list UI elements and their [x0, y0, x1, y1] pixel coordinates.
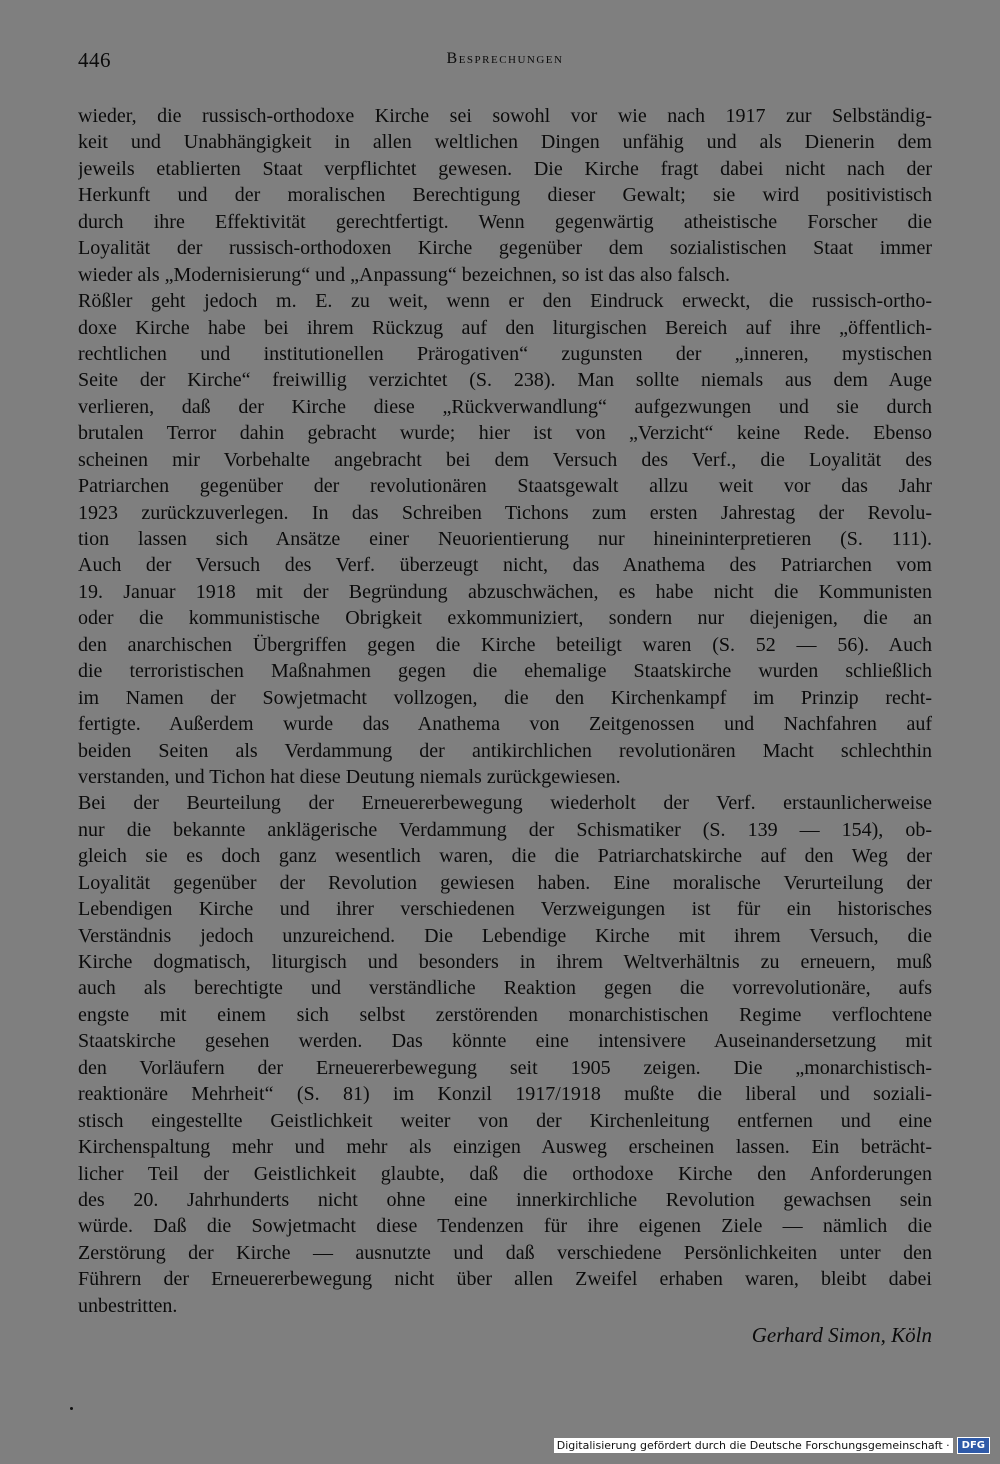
text-line: Lebendigen Kirche und ihrer verschiedenen Verzweigungen ist für ein historisches [78, 898, 932, 921]
text-line: tion lassen sich Ansätze einer Neuorientierung nur hineininterpretieren (S. 111). [78, 528, 932, 550]
text-line: Staatskirche gesehen werden. Das könnte eine intensivere Auseinandersetzung mit [78, 1030, 932, 1053]
text-line: die terroristischen Maßnahmen gegen die ehemalige Staatskirche wurden schließlich [78, 660, 932, 683]
text-line: stisch eingestellte Geistlichkeit weiter von der Kirchenleitung entfernen und eine [78, 1109, 932, 1132]
page-number: 446 [78, 48, 111, 72]
running-head: Besprechungen [446, 50, 564, 67]
text-line: nur die bekannte anklägerische Verdammung der Schismatiker (S. 139 — 154), ob- [78, 818, 932, 841]
text-line: durch ihre Effektivität gerechtfertigt. Wenn gegenwärtig atheistische Forscher die [78, 210, 932, 233]
text-line: engste mit einem sich selbst zerstörenden monarchistischen Regime verflochtene [78, 1003, 932, 1026]
text-line: würde. Daß die Sowjetmacht diese Tendenzen für ihre eigenen Ziele — nämlich die [78, 1215, 932, 1238]
text-line: Führern der Erneuererbewegung nicht über allen Zweifel erhaben waren, bleibt dabei [78, 1268, 932, 1291]
text-line: Auch der Versuch des Verf. überzeugt nicht, das Anathema des Patriarchen vom [78, 554, 932, 577]
stray-mark [70, 1407, 73, 1410]
text-line: keit und Unabhängigkeit in allen weltlichen Dingen unfähig und als Dienerin dem [78, 131, 932, 154]
text-line: jeweils etablierten Staat verpflichtet gewesen. Die Kirche fragt dabei nicht nach der [78, 157, 932, 180]
text-line: des 20. Jahrhunderts nicht ohne eine innerkirchliche Revolution gewachsen sein [78, 1188, 932, 1211]
text-line: rechtlichen und institutionellen Prärogativen“ zugunsten der „inneren, mystischen [78, 342, 932, 365]
text-line: 19. Januar 1918 mit der Begründung abzuschwächen, es habe nicht die Kommunisten [78, 580, 932, 603]
text-line: Kirche dogmatisch, liturgisch und besonders in ihrem Weltverhältnis zu erneuern, muß [78, 951, 932, 973]
author-signature: Gerhard Simon, Köln [751, 1323, 932, 1347]
text-line: verstanden, und Tichon hat diese Deutung niemals zurückgewiesen. [78, 765, 621, 788]
text-line: fertigte. Außerdem wurde das Anathema von Zeitgenossen und Nachfahren auf [78, 713, 932, 736]
text-line: gleich sie es doch ganz wesentlich waren, die die Patriarchatskirche auf den Weg der [78, 845, 932, 868]
text-line: Loyalität der russisch-orthodoxen Kirche gegenüber dem sozialistischen Staat immer [78, 237, 932, 260]
body-text [78, 103, 932, 1319]
text-line: Kirchenspaltung mehr und mehr als einzigen Ausweg erscheinen lassen. Ein beträcht- [78, 1136, 932, 1159]
text-line: im Namen der Sowjetmacht vollzogen, die den Kirchenkampf im Prinzip recht- [78, 686, 932, 709]
page-header [78, 48, 932, 78]
text-line: reaktionäre Mehrheit“ (S. 81) im Konzil 1917/1918 mußte die liberal und soziali- [78, 1083, 932, 1106]
text-line: wieder, die russisch-orthodoxe Kirche sei sowohl vor wie nach 1917 zur Selbständig- [78, 105, 932, 127]
text-line: Herkunft und der moralischen Berechtigung dieser Gewalt; sie wird positivistisch [78, 184, 932, 207]
text-line: auch als berechtigte und verständliche Reaktion gegen die vorrevolutionäre, aufs [78, 977, 932, 1000]
text-line: 1923 zurückzuverlegen. In das Schreiben Tichons zum ersten Jahrestag der Revolu- [78, 501, 932, 524]
text-line: Patriarchen gegenüber der revolutionären Staatsgewalt allzu weit vor das Jahr [78, 475, 932, 498]
text-line: doxe Kirche habe bei ihrem Rückzug auf den liturgischen Bereich auf ihre „öffentlich- [78, 316, 932, 339]
text-line: Loyalität gegenüber der Revolution gewiesen haben. Eine moralische Verurteilung der [78, 871, 932, 894]
text-line: Bei der Beurteilung der Erneuererbewegung wiederholt der Verf. erstaunlicherweise [78, 792, 932, 815]
text-line: licher Teil der Geistlichkeit glaubte, daß die orthodoxe Kirche den Anforderungen [78, 1162, 932, 1185]
text-line: wieder als „Modernisierung“ und „Anpassung“ bezeichnen, so ist das also falsch. [78, 263, 731, 286]
text-line: oder die kommunistische Obrigkeit exkommuniziert, sondern nur diejenigen, die an [78, 607, 932, 630]
text-line: unbestritten. [78, 1294, 178, 1317]
text-line: den Vorläufern der Erneuererbewegung seit 1905 zeigen. Die „monarchistisch- [78, 1056, 932, 1079]
text-line: Seite der Kirche“ freiwillig verzichtet (S. 238). Man sollte niemals aus dem Auge [78, 369, 932, 392]
text-line: verlieren, daß der Kirche diese „Rückverwandlung“ aufgezwungen und sie durch [78, 395, 932, 418]
text-line: beiden Seiten als Verdammung der antikirchlichen revolutionären Macht schlechthin [78, 739, 932, 762]
text-line: Zerstörung der Kirche — ausnutzte und daß verschiedene Persönlichkeiten unter den [78, 1241, 932, 1264]
funding-credit: Digitalisierung gefördert durch die Deutsche Forschungsgemeinschaft · [554, 1438, 953, 1453]
text-line: den anarchischen Übergriffen gegen die Kirche beteiligt waren (S. 52 — 56). Auch [78, 633, 932, 656]
text-line: Verständnis jedoch unzureichend. Die Lebendige Kirche mit ihrem Versuch, die [78, 924, 932, 947]
text-line: Rößler geht jedoch m. E. zu weit, wenn er den Eindruck erweckt, die russisch-ortho- [78, 290, 932, 313]
text-line: scheinen mir Vorbehalte angebracht bei dem Versuch des Verf., die Loyalität des [78, 448, 932, 471]
text-line: brutalen Terror dahin gebracht wurde; hier ist von „Verzicht“ keine Rede. Ebenso [78, 422, 932, 445]
dfg-logo: DFG [957, 1437, 990, 1454]
digitization-footer [554, 1437, 990, 1454]
